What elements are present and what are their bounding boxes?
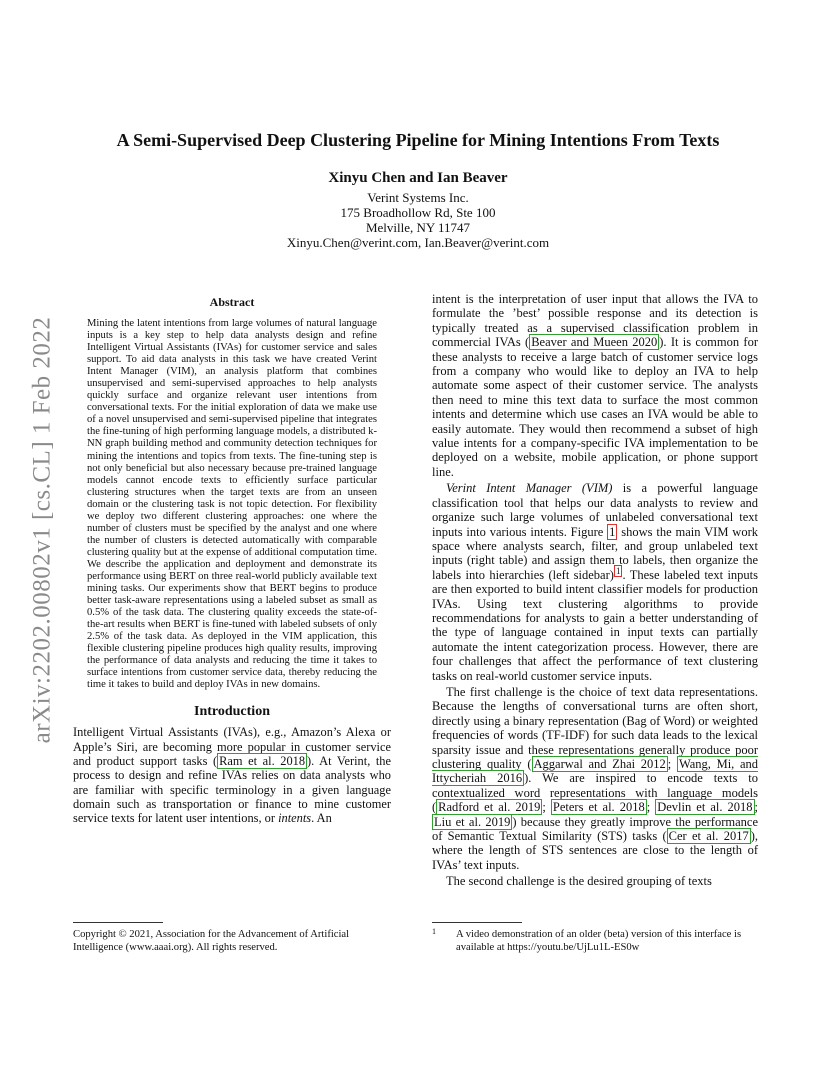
citation-link[interactable]: Peters et al. 2018 [552,800,645,815]
affiliation-org: Verint Systems Inc. [367,190,469,205]
text-run: ; [542,800,551,815]
body-paragraph [432,481,758,683]
text-run: ), where the length of STS sentences are close to the length of IVAs’ text inputs. [432,829,758,872]
citation-link[interactable]: Radford et al. 2019 [438,800,541,815]
right-column [432,292,758,889]
abstract-heading: Abstract [209,295,255,309]
text-run: ; [667,757,677,771]
text-run: ). At Verint, the process to design and refine IVAs relies on data analysts who are familiar with specific terminology in a given language domain such as transportation or finance to mine customer service texts for latent user intentions, or [73,754,392,826]
footnote-number: 1 [432,927,436,936]
text-run: intent is the interpretation of user input that allows the IVA to formulate the ’best’ possible response and its detection is typically treated as a supervised classification problem in commercial IVAs ( [432,292,758,350]
text-run: ). We are inspired to encode texts to contextualized word representations with language models ( [432,771,758,815]
footnote-text: A video demonstration of an older (beta) version of this interface is available at https://youtu.be/UjLu1L-ES0w [456,929,742,953]
text-run: ; [754,800,758,815]
citation-link[interactable]: Cer et al. 2017 [668,829,749,844]
paper-authors: Xinyu Chen and Ian Beaver [328,170,508,186]
emphasis-text: intents [278,811,312,826]
affiliation-emails: Xinyu.Chen@verint.com, Ian.Beaver@verint.com [286,235,550,250]
affiliation-street: 175 Broadhollow Rd, Ste 100 [340,205,496,220]
body-paragraph: The second challenge is the desired grouping of texts [446,874,712,889]
text-run: . These labeled text inputs are then exported to build intent classifier models for production IVAs. Using text clustering algorithms to provide recommendations for analysts to gain a better understanding of the type of language contained in input texts can partially automate the intent categorization process. However, there are four challenges that affect the performance of text clustering tasks on real-world customer service inputs. [432,567,758,683]
footnote-divider-left [73,922,163,923]
copyright-notice: Copyright © 2021, Association for the Advancement of Artificial Intelligence (www.aaai.org). All rights reserved. [73,929,350,953]
introduction-heading: Introduction [194,704,270,720]
arxiv-identifier-stamp [22,295,62,765]
body-paragraph [432,685,758,872]
text-run: shows the main VIM work space where analysts search, filter, and group unlabeled text inputs (right table) and assign them to labels, then organize the labels into hierarchies (left sidebar) [432,524,758,582]
citation-link[interactable]: Liu et al. 2019 [434,814,511,829]
arxiv-identifier: arXiv:2202.00802v1 [cs.CL] 1 Feb 2022 [28,316,56,744]
affiliation-city: Melville, NY 11747 [365,220,471,235]
text-run: . An [311,811,332,826]
figure-reference-link[interactable]: 1 [609,524,616,539]
abstract-text: Mining the latent intentions from large volumes of natural language inputs is a key step to help data analysts design and refine Intelligent Virtual Assistants (IVAs) for customer service and sales support. To aid data analysts in this task we have created Verint Intent Manager (VIM), an analysis platform that combines unsupervised and semi-supervised approaches to help analysts quickly surface and organize relevant user intentions from conversational texts. For the initial exploration of data we make use of a novel unsupervised and semi-supervised pipeline that integrates the fine-tuning of high performing language models, a distributed k-NN graph building method and community detection techniques for mining the intentions and topics from texts. The fine-tuning step is not only beneficial but also necessary because pre-trained language models cannot encode texts to efficiently surface particular clustering structures when the target texts are from an unseen domain or the clustering task is not topic detection. For flexibility we deploy two different clustering approaches: one where the number of clusters must be specified by the analyst and one where the number of clusters is detected automatically with comparable clustering quality but at the expense of additional computation time. We describe the application and deployment and demonstrate its performance using BERT on three real-world publicly available text mining tasks. Our experiments show that BERT begins to produce better task-aware representations using a labeled subset as small as 0.5% of the task data. The clustering quality exceeds the state-of-the-art results when BERT is fine-tuned with labeled subsets of only 2.5% of the task data. As deployed in the VIM application, this flexible clustering pipeline produces high quality results, improving the performance of data analysts and reducing the time it takes to surface intentions from customer service data, thereby reducing the time it takes to build and deploy IVAs in new domains. [87,318,377,691]
text-run: The first challenge is the choice of text data representations. Because the lengths of conversational turns are often short, directly using a binary representation (Bag of Word) or weighted frequencies of words (TF-IDF) for such data leads to the lexical sparsity issue and these representations generally produce poor clustering quality ( [432,684,758,771]
footnote-divider-right [432,922,522,923]
citation-link[interactable]: Devlin et al. 2018 [657,800,753,815]
left-column [73,294,391,826]
body-paragraph [432,292,758,479]
text-run: Intelligent Virtual Assistants (IVAs), e.g., Amazon’s Alexa or Apple’s Siri, are becoming more popular in customer service and product support tasks ( [73,725,391,769]
citation-link[interactable]: Ram et al. 2018 [219,754,306,769]
text-run: ) because they greatly improve the performance of Semantic Textual Similarity (STS) tasks ( [432,814,758,844]
emphasis-text: Verint Intent Manager (VIM) [446,481,613,496]
footnote-reference-link[interactable]: 1 [615,565,621,576]
citation-link[interactable]: Wang, Mi, and Ittycheriah 2016 [432,757,759,786]
author-affiliation [60,190,776,250]
text-run: ; [646,800,656,815]
citation-link[interactable]: Beaver and Mueen 2020 [531,335,658,350]
text-run: ). It is common for these analysts to receive a large batch of customer service logs from a company who would like to deploy an IVA to help automate some aspect of their customer service. The analysts then need to mine this text data to surface the most common intents and determine which use cases an IVA would be able to easily automate. They would then recommend a subset of high value intents for a company-specific IVA implementation to be deployed on a website, mobile application, or phone support line. [432,335,758,479]
text-run: is a powerful language classification tool that helps our data analysts to review and organize such large volumes of unlabeled conversational text inputs into various intents. Figure [432,481,758,539]
citation-link[interactable]: Aggarwal and Zhai 2012 [533,757,666,771]
introduction-paragraph [73,725,391,825]
paper-title: A Semi-Supervised Deep Clustering Pipeline for Mining Intentions From Texts [116,130,720,150]
footnote [432,928,758,954]
